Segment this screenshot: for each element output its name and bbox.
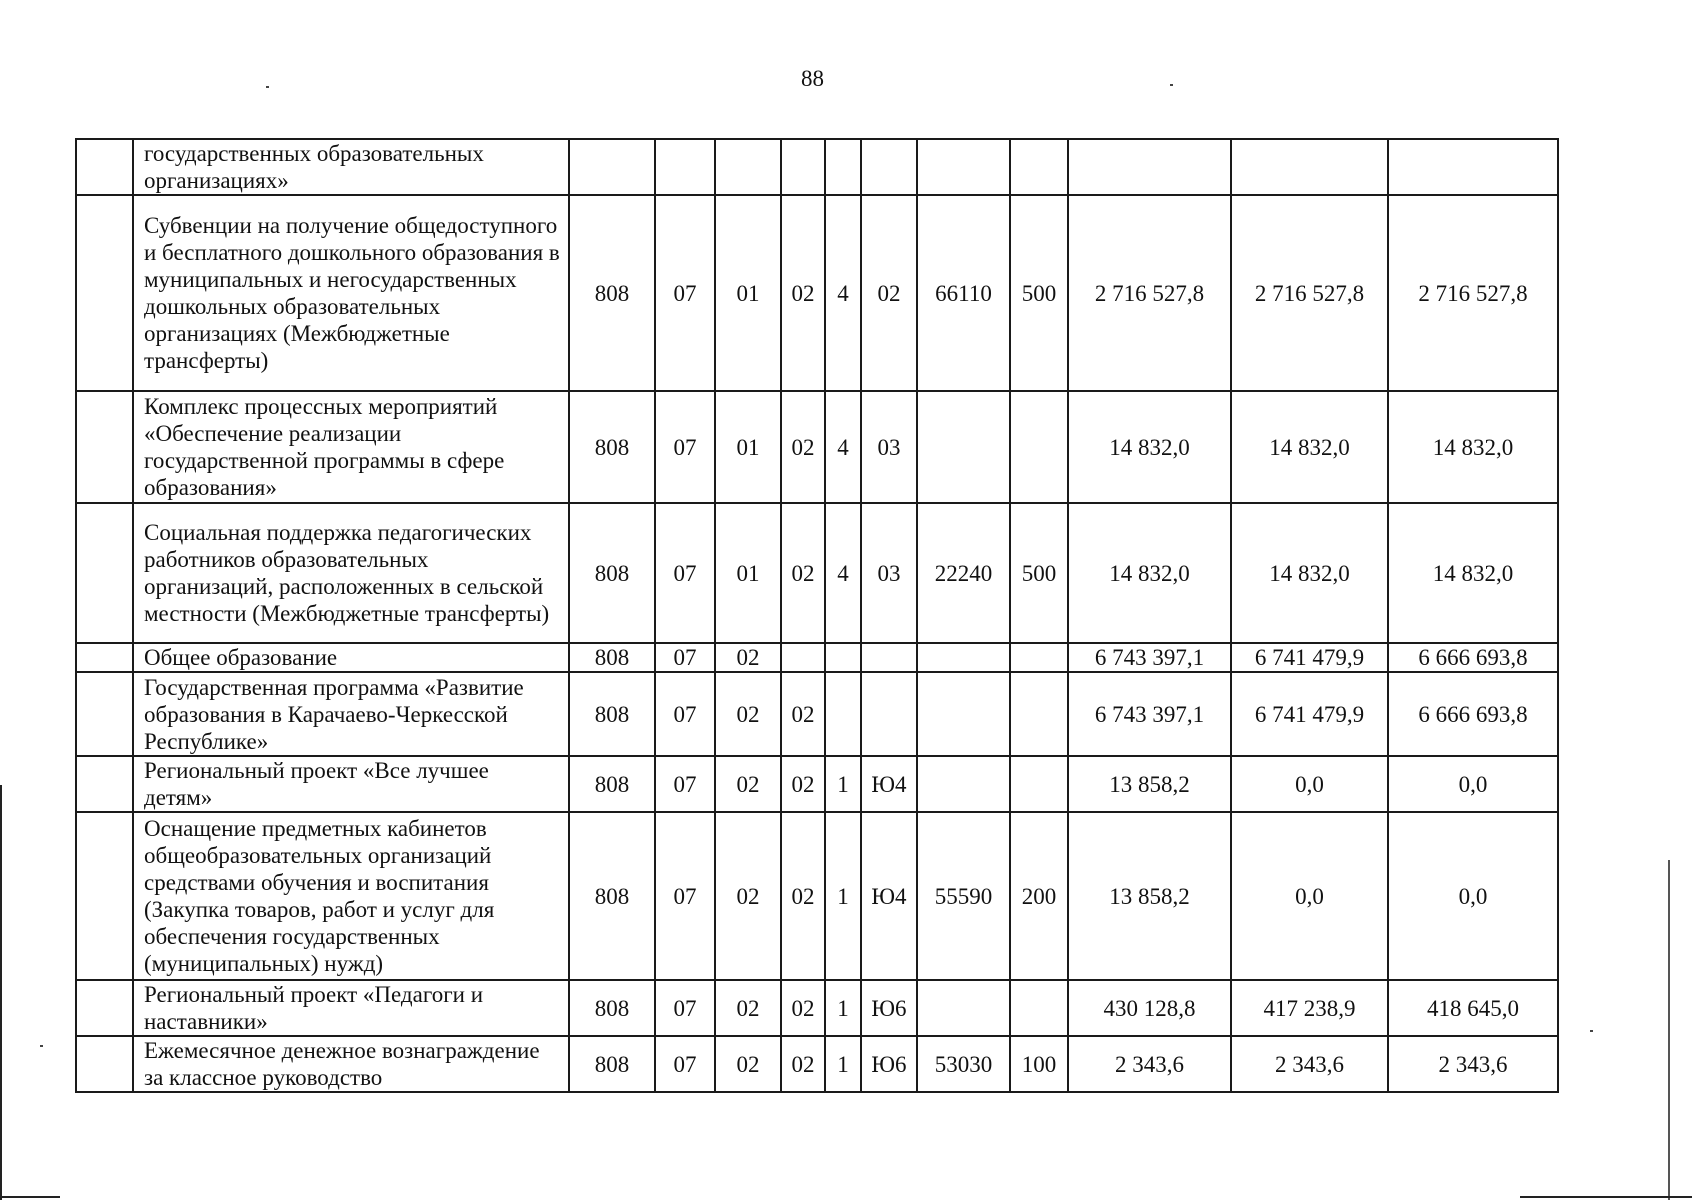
cell-gr: 808 <box>569 195 655 391</box>
cell-year1 <box>1068 139 1231 195</box>
cell-year1: 13 858,2 <box>1068 812 1231 980</box>
cell-vr <box>1010 139 1068 195</box>
cell-year1: 6 743 397,1 <box>1068 672 1231 756</box>
cell-event: Ю4 <box>861 756 917 812</box>
cell-year3: 6 666 693,8 <box>1388 672 1558 756</box>
cell-event: 03 <box>861 391 917 503</box>
cell-subprogram <box>825 139 861 195</box>
row-index-cell <box>76 139 133 195</box>
cell-subprogram: 1 <box>825 980 861 1036</box>
cell-event: 03 <box>861 503 917 643</box>
row-name: Региональный проект «Все лучшее детям» <box>133 756 569 812</box>
cell-pr: 02 <box>715 980 781 1036</box>
cell-program: 02 <box>781 195 825 391</box>
cell-vr <box>1010 643 1068 672</box>
table-row <box>76 503 1558 643</box>
row-name: Общее образование <box>133 643 569 672</box>
table-row <box>76 391 1558 503</box>
cell-year3: 418 645,0 <box>1388 980 1558 1036</box>
cell-pr <box>715 139 781 195</box>
scan-edge-bottom-left <box>0 1196 60 1198</box>
cell-year2: 2 343,6 <box>1231 1036 1388 1092</box>
cell-vr: 500 <box>1010 503 1068 643</box>
page-number: 88 <box>801 66 824 91</box>
row-name: Субвенции на получение общедоступного и бесплатного дошкольного образования в муниципальных и негосударственных дошкольных образовательных организациях (Межбюджетные трансферты) <box>133 195 569 391</box>
cell-event: Ю4 <box>861 812 917 980</box>
row-index-cell <box>76 1036 133 1092</box>
cell-rz: 07 <box>655 391 715 503</box>
cell-event <box>861 139 917 195</box>
scan-edge-left <box>0 785 2 1200</box>
cell-pr: 01 <box>715 391 781 503</box>
cell-program: 02 <box>781 812 825 980</box>
cell-pr: 02 <box>715 812 781 980</box>
cell-rz <box>655 139 715 195</box>
cell-year2: 2 716 527,8 <box>1231 195 1388 391</box>
row-name: Оснащение предметных кабинетов общеобразовательных организаций средствами обучения и воспитания (Закупка товаров, работ и услуг для обеспечения государственных (муниципальных) нужд) <box>133 812 569 980</box>
row-index-cell <box>76 391 133 503</box>
cell-gr: 808 <box>569 756 655 812</box>
cell-pr: 02 <box>715 643 781 672</box>
cell-direction <box>917 980 1010 1036</box>
cell-year3: 0,0 <box>1388 756 1558 812</box>
cell-program: 02 <box>781 1036 825 1092</box>
row-index-cell <box>76 980 133 1036</box>
cell-year1: 13 858,2 <box>1068 756 1231 812</box>
cell-year2: 6 741 479,9 <box>1231 643 1388 672</box>
cell-subprogram: 4 <box>825 503 861 643</box>
scan-speck <box>266 86 269 88</box>
cell-year2: 14 832,0 <box>1231 391 1388 503</box>
scan-speck <box>40 1045 43 1047</box>
budget-table <box>75 138 1559 1093</box>
cell-year2: 0,0 <box>1231 756 1388 812</box>
cell-year1: 2 343,6 <box>1068 1036 1231 1092</box>
cell-direction <box>917 139 1010 195</box>
cell-year3: 6 666 693,8 <box>1388 643 1558 672</box>
cell-program: 02 <box>781 980 825 1036</box>
cell-year2: 0,0 <box>1231 812 1388 980</box>
cell-year3: 2 716 527,8 <box>1388 195 1558 391</box>
cell-direction <box>917 756 1010 812</box>
cell-year1: 14 832,0 <box>1068 391 1231 503</box>
cell-subprogram: 4 <box>825 391 861 503</box>
table-row <box>76 643 1558 672</box>
cell-subprogram <box>825 672 861 756</box>
cell-event <box>861 672 917 756</box>
cell-program: 02 <box>781 503 825 643</box>
cell-rz: 07 <box>655 503 715 643</box>
cell-subprogram: 1 <box>825 812 861 980</box>
cell-pr: 01 <box>715 195 781 391</box>
cell-year3: 2 343,6 <box>1388 1036 1558 1092</box>
cell-rz: 07 <box>655 812 715 980</box>
row-name: Комплекс процессных мероприятий «Обеспечение реализации государственной программы в сфере образования» <box>133 391 569 503</box>
cell-direction: 55590 <box>917 812 1010 980</box>
cell-event <box>861 643 917 672</box>
cell-rz: 07 <box>655 756 715 812</box>
cell-direction: 66110 <box>917 195 1010 391</box>
cell-year1: 430 128,8 <box>1068 980 1231 1036</box>
cell-year2: 6 741 479,9 <box>1231 672 1388 756</box>
cell-program: 02 <box>781 672 825 756</box>
row-index-cell <box>76 672 133 756</box>
cell-gr: 808 <box>569 503 655 643</box>
cell-direction: 22240 <box>917 503 1010 643</box>
cell-vr <box>1010 391 1068 503</box>
cell-event: 02 <box>861 195 917 391</box>
cell-rz: 07 <box>655 980 715 1036</box>
cell-program: 02 <box>781 391 825 503</box>
row-name: Региональный проект «Педагоги и наставники» <box>133 980 569 1036</box>
cell-year1: 6 743 397,1 <box>1068 643 1231 672</box>
cell-rz: 07 <box>655 672 715 756</box>
row-index-cell <box>76 503 133 643</box>
scan-speck <box>1170 84 1173 86</box>
row-index-cell <box>76 195 133 391</box>
cell-rz: 07 <box>655 1036 715 1092</box>
cell-subprogram: 1 <box>825 1036 861 1092</box>
cell-gr: 808 <box>569 672 655 756</box>
cell-vr <box>1010 756 1068 812</box>
cell-subprogram: 1 <box>825 756 861 812</box>
cell-direction <box>917 672 1010 756</box>
row-name: Государственная программа «Развитие образования в Карачаево-Черкесской Республике» <box>133 672 569 756</box>
cell-pr: 02 <box>715 1036 781 1092</box>
cell-event: Ю6 <box>861 1036 917 1092</box>
cell-year3: 14 832,0 <box>1388 391 1558 503</box>
cell-pr: 02 <box>715 756 781 812</box>
cell-vr <box>1010 672 1068 756</box>
cell-gr: 808 <box>569 643 655 672</box>
cell-year3: 14 832,0 <box>1388 503 1558 643</box>
cell-year1: 2 716 527,8 <box>1068 195 1231 391</box>
cell-gr: 808 <box>569 391 655 503</box>
cell-pr: 02 <box>715 672 781 756</box>
row-index-cell <box>76 643 133 672</box>
table-row <box>76 139 1558 195</box>
table-row <box>76 980 1558 1036</box>
cell-rz: 07 <box>655 643 715 672</box>
cell-year1: 14 832,0 <box>1068 503 1231 643</box>
cell-pr: 01 <box>715 503 781 643</box>
scan-edge-right <box>1668 860 1670 1200</box>
cell-gr: 808 <box>569 1036 655 1092</box>
cell-direction <box>917 391 1010 503</box>
cell-gr: 808 <box>569 980 655 1036</box>
cell-direction <box>917 643 1010 672</box>
cell-rz: 07 <box>655 195 715 391</box>
table-row <box>76 672 1558 756</box>
cell-program <box>781 139 825 195</box>
cell-vr: 200 <box>1010 812 1068 980</box>
row-name: государственных образовательных организациях» <box>133 139 569 195</box>
cell-program: 02 <box>781 756 825 812</box>
table-row <box>76 812 1558 980</box>
table-row <box>76 1036 1558 1092</box>
cell-year3 <box>1388 139 1558 195</box>
cell-subprogram <box>825 643 861 672</box>
cell-vr: 500 <box>1010 195 1068 391</box>
table-row <box>76 195 1558 391</box>
cell-year2: 14 832,0 <box>1231 503 1388 643</box>
row-name: Ежемесячное денежное вознаграждение за классное руководство <box>133 1036 569 1092</box>
cell-program <box>781 643 825 672</box>
cell-gr <box>569 139 655 195</box>
cell-subprogram: 4 <box>825 195 861 391</box>
cell-vr <box>1010 980 1068 1036</box>
cell-vr: 100 <box>1010 1036 1068 1092</box>
row-name: Социальная поддержка педагогических работников образовательных организаций, расположенных в сельской местности (Межбюджетные трансферты) <box>133 503 569 643</box>
table-row <box>76 756 1558 812</box>
row-index-cell <box>76 812 133 980</box>
cell-event: Ю6 <box>861 980 917 1036</box>
row-index-cell <box>76 756 133 812</box>
cell-year2 <box>1231 139 1388 195</box>
scan-edge-bottom-right <box>1520 1196 1692 1198</box>
scan-speck <box>1590 1030 1593 1032</box>
cell-year2: 417 238,9 <box>1231 980 1388 1036</box>
cell-direction: 53030 <box>917 1036 1010 1092</box>
cell-gr: 808 <box>569 812 655 980</box>
cell-year3: 0,0 <box>1388 812 1558 980</box>
